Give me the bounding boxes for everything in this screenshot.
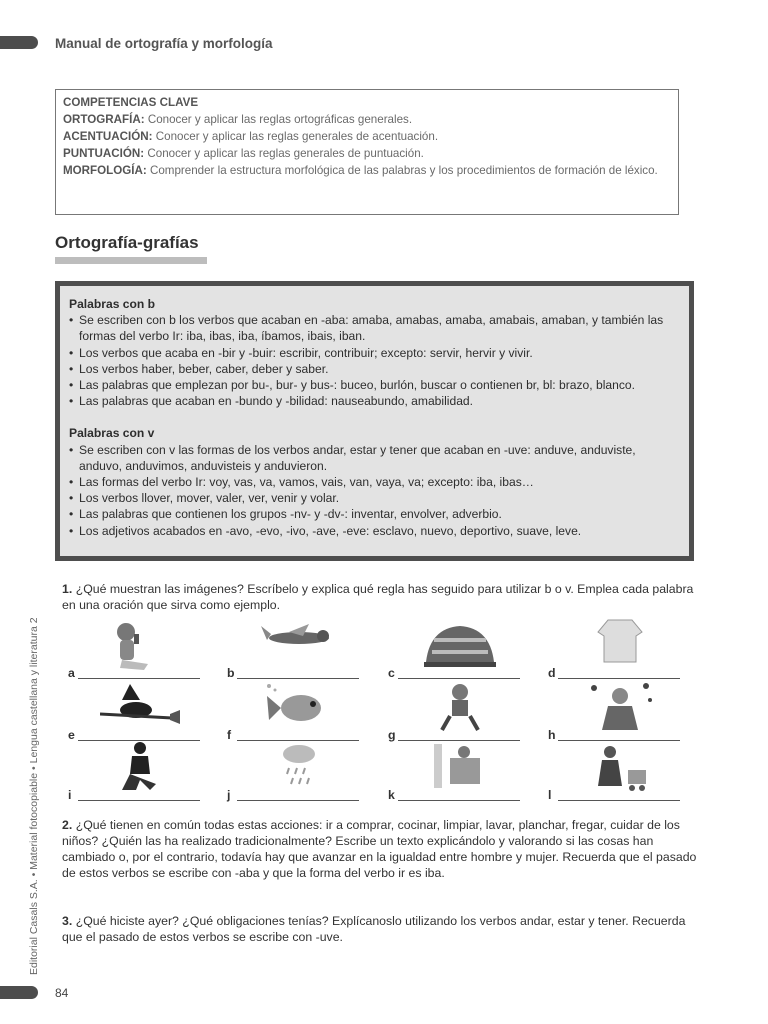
answer-line[interactable] <box>237 800 359 801</box>
juggling-clown-icon <box>580 680 660 734</box>
item-letter: l <box>548 788 552 802</box>
shopping-woman-icon <box>580 740 660 794</box>
rule-item: • Las palabras que contienen los grupos -nv- y -dv-: inventar, envolver, adverbio. <box>69 506 680 522</box>
man-kneeling-icon <box>100 740 180 794</box>
rules-b-list <box>69 312 680 409</box>
rule-item: • Los verbos llover, mover, valer, ver, venir y volar. <box>69 490 680 506</box>
item-letter: i <box>68 788 72 802</box>
rule-item: • Se escriben con b los verbos que acaban en -aba: amaba, amabas, amaba, amabais, amaban, y también las formas del verbo Ir: iba, ibas, iba, íbamos, ibais, iban. <box>69 312 680 344</box>
item-letter: b <box>227 666 235 680</box>
rules-v-heading: Palabras con v <box>69 426 155 441</box>
item-letter: k <box>388 788 395 802</box>
rule-item: • Los verbos haber, beber, caber, deber y saber. <box>69 361 680 377</box>
competencia-item: ACENTUACIÓN: Conocer y aplicar las reglas generales de acentuación. <box>63 130 439 143</box>
page-header-title: Manual de ortografía y morfología <box>55 36 273 51</box>
question-3: 3. ¿Qué hiciste ayer? ¿Qué obligaciones tenías? Explícanoslo utilizando los verbos andar, estar y tener. Recuerda que el pasado de estos verbos se escribe con -uve. <box>62 914 686 944</box>
child-drinking-icon <box>100 618 180 672</box>
rules-box-frame <box>55 281 694 561</box>
scuba-diver-icon <box>420 680 500 734</box>
image-cell-j <box>227 740 372 800</box>
item-letter: d <box>548 666 556 680</box>
rain-cloud-icon <box>259 740 339 794</box>
image-cell-h <box>548 680 693 740</box>
witch-on-broom-icon <box>100 680 180 734</box>
section-title: Ortografía-grafías <box>55 233 199 252</box>
competencia-item: ORTOGRAFÍA: Conocer y aplicar las reglas ortográficas generales. <box>63 113 413 126</box>
competencias-heading: COMPETENCIAS CLAVE <box>63 96 199 109</box>
question-2: 2. ¿Qué tienen en común todas estas acciones: ir a comprar, cocinar, limpiar, lavar, planchar, fregar, cuidar de los niños? ¿Quién las ha realizado tradicionalmente? Escribe un texto explicándolo y valorando si las cosas han cambiado o, por el contrario, todavía hay que avanzar en la igualdad entre hombre y mujer. Recuerda que el pasado de estos verbos se escribe con -aba y que la forma del verbo ir es iba. <box>62 818 697 880</box>
image-cell-b <box>227 618 372 678</box>
competencias-box <box>55 89 679 215</box>
edge-tab-top <box>0 36 38 49</box>
item-letter: a <box>68 666 75 680</box>
answer-line[interactable] <box>398 678 520 679</box>
answer-line[interactable] <box>558 800 680 801</box>
rule-item: • Las formas del verbo Ir: voy, vas, va, vamos, vais, van, vaya, va; excepto: iba, ibas… <box>69 474 680 490</box>
person-reading-icon <box>420 740 500 794</box>
rules-b-heading: Palabras con b <box>69 297 156 311</box>
image-cell-d <box>548 618 693 678</box>
question-1: 1. ¿Qué muestran las imágenes? Escríbelo y explica qué regla has seguido para utilizar b o v. Emplea cada palabra en una oración que sirva como ejemplo. <box>62 582 694 612</box>
sidebar-credit: Editorial Casals S.A. • Material fotocopiable • Lengua castellana y literatura 2 <box>28 617 40 975</box>
image-cell-k <box>388 740 533 800</box>
answer-line[interactable] <box>558 678 680 679</box>
answer-line[interactable] <box>78 800 200 801</box>
competencia-item: PUNTUACIÓN: Conocer y aplicar las reglas generales de puntuación. <box>63 147 424 160</box>
rule-item: • Los adjetivos acabados en -avo, -evo, -ivo, -ave, -eve: esclavo, nuevo, deportivo, suave, leve. <box>69 523 680 539</box>
rules-box <box>60 286 689 556</box>
answer-line[interactable] <box>237 678 359 679</box>
item-letter: j <box>227 788 231 802</box>
image-cell-a <box>68 618 213 678</box>
image-cell-l <box>548 740 693 800</box>
rule-item: • Se escriben con v las formas de los verbos andar, estar y tener que acaban en -uve: anduve, anduviste, anduvo, anduvimos, anduvisteis y anduvieron. <box>69 442 680 474</box>
rule-item: • Las palabras que acaban en -bundo y -bilidad: nauseabundo, amabilidad. <box>69 393 680 409</box>
image-cell-g <box>388 680 533 740</box>
image-cell-i <box>68 740 213 800</box>
page-number: 84 <box>55 986 69 1000</box>
image-cell-e <box>68 680 213 740</box>
item-letter: g <box>388 728 396 742</box>
rule-item: • Los verbos que acaba en -bir y -buir: escribir, contribuir; excepto: servir, hervir y vivir. <box>69 345 680 361</box>
section-underline <box>55 257 207 264</box>
answer-line[interactable] <box>398 800 520 801</box>
item-letter: f <box>227 728 232 742</box>
image-cell-c <box>388 618 533 678</box>
flying-superhero-icon <box>259 618 339 672</box>
edge-tab-bottom <box>0 986 38 999</box>
item-letter: c <box>388 666 395 680</box>
rule-item: • Las palabras que emplezan por bu-, bur- y bus-: buceo, burlón, buscar o contienen br, bl: brazo, blanco. <box>69 377 680 393</box>
blouse-icon <box>580 618 660 672</box>
bookshelf-icon <box>420 618 500 672</box>
item-letter: e <box>68 728 75 742</box>
answer-line[interactable] <box>78 678 200 679</box>
rules-v-list <box>69 442 680 539</box>
image-cell-f <box>227 680 372 740</box>
fish-icon <box>259 680 339 734</box>
item-letter: h <box>548 728 556 742</box>
competencia-item: MORFOLOGÍA: Comprender la estructura morfológica de las palabras y los procedimientos de formación de léxico. <box>63 164 658 177</box>
